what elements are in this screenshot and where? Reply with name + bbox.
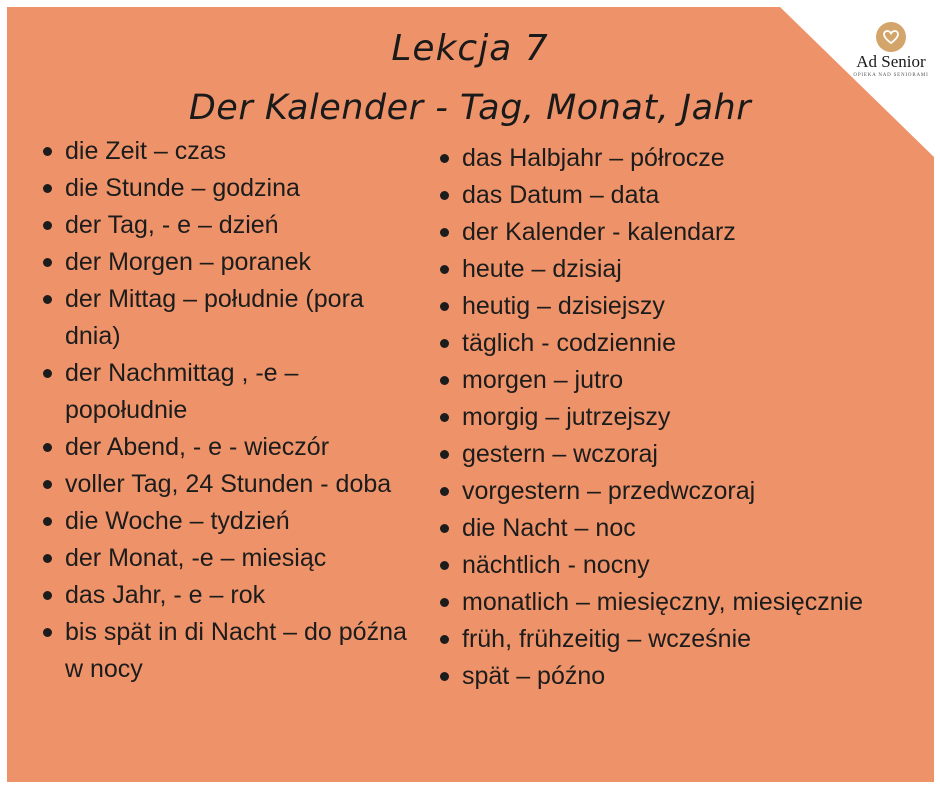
- list-item: täglich - codziennie: [433, 325, 933, 362]
- vocab-list-right: [433, 140, 933, 695]
- lesson-number-title: Lekcja 7: [391, 28, 549, 69]
- list-item: nächtlich - nocny: [433, 547, 933, 584]
- list-item: vorgestern – przedwczoraj: [433, 473, 933, 510]
- vocab-list-left: [36, 133, 421, 688]
- list-item: der Mittag – południe (pora dnia): [36, 281, 421, 355]
- list-item: das Halbjahr – półrocze: [433, 140, 933, 177]
- list-item: der Abend, - e - wieczór: [36, 429, 421, 466]
- list-item: das Datum – data: [433, 177, 933, 214]
- logo-name: Ad Senior: [856, 52, 926, 71]
- list-item: morgig – jutrzejszy: [433, 399, 933, 436]
- list-item: heutig – dzisiejszy: [433, 288, 933, 325]
- list-item: der Tag, - e – dzień: [36, 207, 421, 244]
- list-item: der Kalender - kalendarz: [433, 214, 933, 251]
- list-item: die Nacht – noc: [433, 510, 933, 547]
- logo-tagline: OPIEKA NAD SENIORAMI: [853, 73, 929, 78]
- list-item: gestern – wczoraj: [433, 436, 933, 473]
- lesson-topic-title: Der Kalender - Tag, Monat, Jahr: [188, 88, 752, 128]
- list-item: monatlich – miesięczny, miesięcznie: [433, 584, 933, 621]
- list-item: der Monat, -e – miesiąc: [36, 540, 421, 577]
- list-item: die Zeit – czas: [36, 133, 421, 170]
- list-item: voller Tag, 24 Stunden - doba: [36, 466, 421, 503]
- list-item: früh, frühzeitig – wcześnie: [433, 621, 933, 658]
- list-item: der Nachmittag , -e – popołudnie: [36, 355, 421, 429]
- list-item: die Woche – tydzień: [36, 503, 421, 540]
- list-item: bis spät in di Nacht – do późna w nocy: [36, 614, 421, 688]
- list-item: morgen – jutro: [433, 362, 933, 399]
- list-item: der Morgen – poranek: [36, 244, 421, 281]
- list-item: heute – dzisiaj: [433, 251, 933, 288]
- list-item: spät – późno: [433, 658, 933, 695]
- list-item: das Jahr, - e – rok: [36, 577, 421, 614]
- list-item: die Stunde – godzina: [36, 170, 421, 207]
